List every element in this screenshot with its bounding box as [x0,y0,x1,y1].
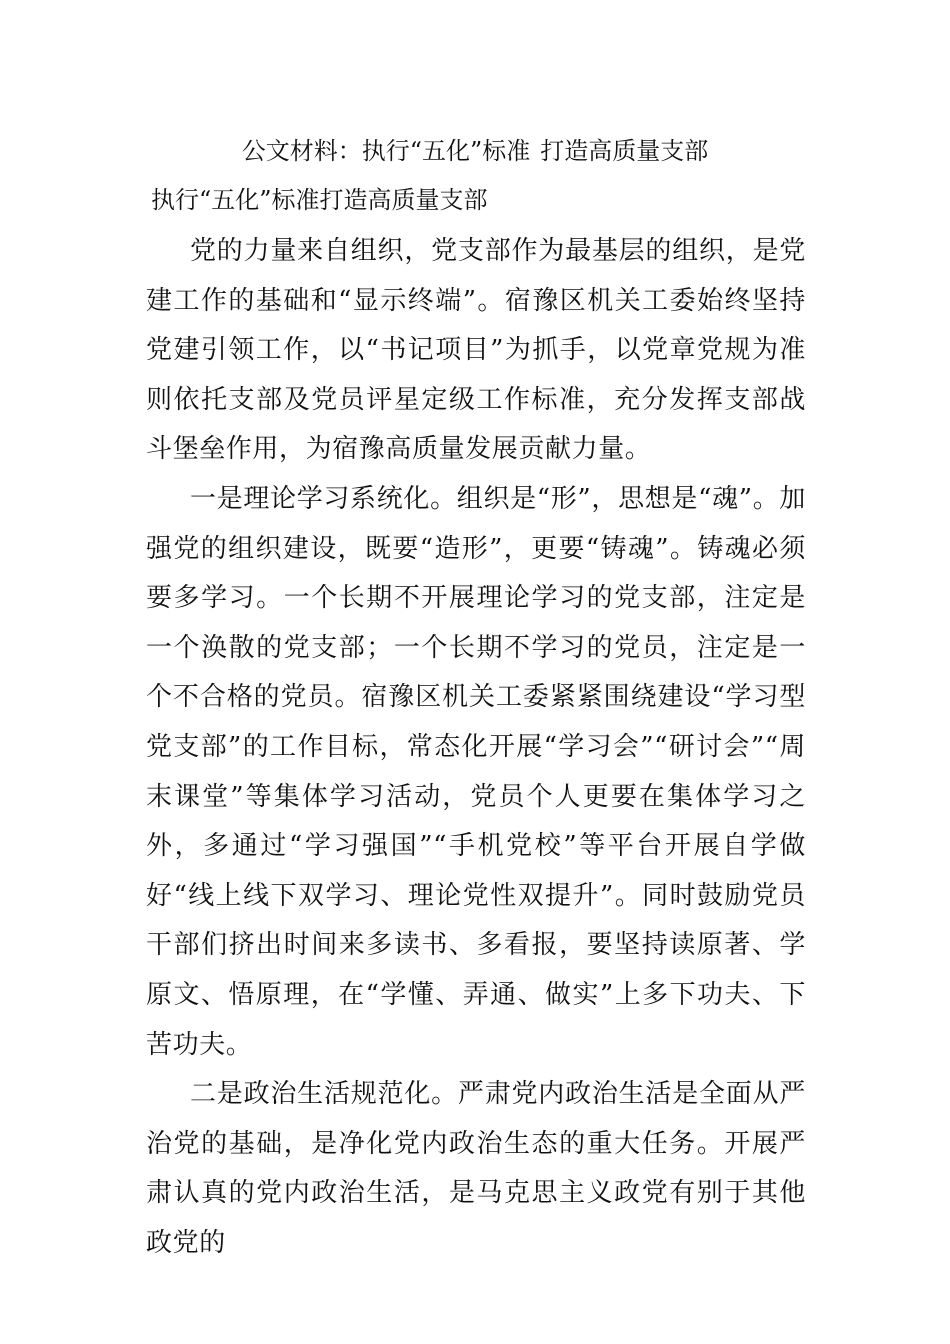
paragraph-political-life: 二是政治生活规范化。严肃党内政治生活是全面从严治党的基础，是净化党内政治生态的重大任务。开展严肃认真的党内政治生活，是马克思主义政党有别于其他政党的 [146,1079,806,1258]
paragraph-theory-study: 一是理论学习系统化。组织是“形”，思想是“魂”。加强党的组织建设，既要“造形”，更要“铸魂”。铸魂必须要多学习。一个长期不开展理论学习的党支部，注定是一个涣散的党支部；一个长期不学习的党员，注定是一个不合格的党员。宿豫区机关工委紧紧围绕建设“学习型党支部”的工作目标，常态化开展“学习会”“研讨会”“周末课堂”等集体学习活动，党员个人更要在集体学习之外，多通过“学习强国”“手机党校”等平台开展自学做好“线上线下双学习、理论党性双提升”。同时鼓励党员干部们挤出时间来多读书、多看报，要坚持读原著、学原文、悟原理，在“学懂、弄通、做实”上多下功夫、下苦功夫。 [146,483,806,1060]
document-title [0,133,950,169]
document-title-part2: 打造高质量支部 [540,137,709,165]
paragraph-intro: 党的力量来自组织，党支部作为最基层的组织，是党建工作的基础和“显示终端”。宿豫区机关工委始终坚持党建引领工作，以“书记项目”为抓手，以党章党规为准则依托支部及党员评星定级工作标准，充分发挥支部战斗堡垒作用，为宿豫高质量发展贡献力量。 [146,236,806,465]
document-subtitle: 执行“五化”标准打造高质量支部 [151,186,488,214]
document-title-part1: 公文材料：执行“五化”标准 [241,137,531,165]
document-body [146,227,806,1268]
